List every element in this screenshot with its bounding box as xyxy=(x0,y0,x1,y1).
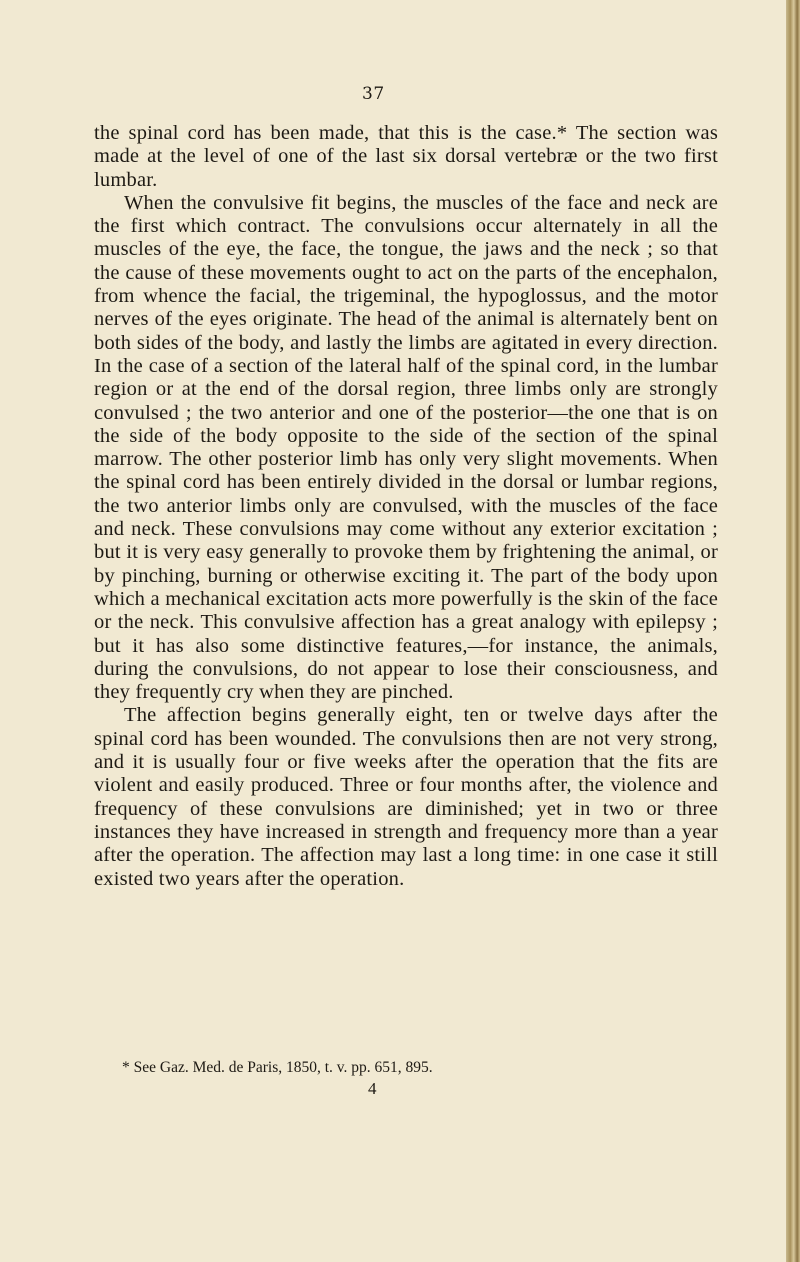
page-number: 37 xyxy=(362,84,385,104)
paragraph-affection-onset: The affection begins generally eight, ten or twelve days after the spinal cord has been wounded. The convulsions then are not very strong, and it is usually four or five weeks after the operation that the fits are violent and easily produced. Three or four months after, the violence and frequency of these convulsions are diminished; yet in two or three instances they have increased in strength and frequency more than a year after the operation. The affection may last a long time: in one case it still existed two years after the operation. xyxy=(94,704,718,890)
signature-mark: 4 xyxy=(368,1079,377,1098)
page-edge xyxy=(786,0,800,1262)
footnote: * See Gaz. Med. de Paris, 1850, t. v. pp. 651, 895. xyxy=(122,1059,433,1076)
paragraph-convulsive-fit: When the convulsive fit begins, the muscles of the face and neck are the first which contract. The convulsions occur alternately in all the muscles of the eye, the face, the tongue, the jaws and the neck ; so that the cause of these movements ought to act on the parts of the encephalon, from whence the facial, the trigeminal, the hypoglossus, and the motor nerves of the eyes originate. The head of the animal is alternately bent on both sides of the body, and lastly the limbs are agitated in every direction. In the case of a section of the lateral half of the spinal cord, in the lumbar region or at the end of the dorsal region, three limbs only are strongly convulsed ; the two anterior and one of the posterior—the one that is on the side of the body opposite to the side of the section of the spinal marrow. The other posterior limb has only very slight movements. When the spinal cord has been entirely divided in the dorsal or lumbar regions, the two anterior limbs only are convulsed, with the muscles of the face and neck. These convulsions may come without any exterior excitation ; but it is very easy generally to provoke them by frightening the animal, or by pinching, burning or otherwise exciting it. The part of the body upon which a mechanical excitation acts more powerfully is the skin of the face or the neck. This convulsive affection has a great analogy with epilepsy ; but it has also some distinctive features,—for instance, the animals, during the convulsions, do not appear to lose their consciousness, and they frequently cry when they are pinched. xyxy=(94,191,718,704)
paragraph-continuation: the spinal cord has been made, that this is the case.* The section was made at the level of one of the last six dorsal vertebræ or the two first lumbar. xyxy=(94,122,718,191)
body-text xyxy=(94,122,718,891)
